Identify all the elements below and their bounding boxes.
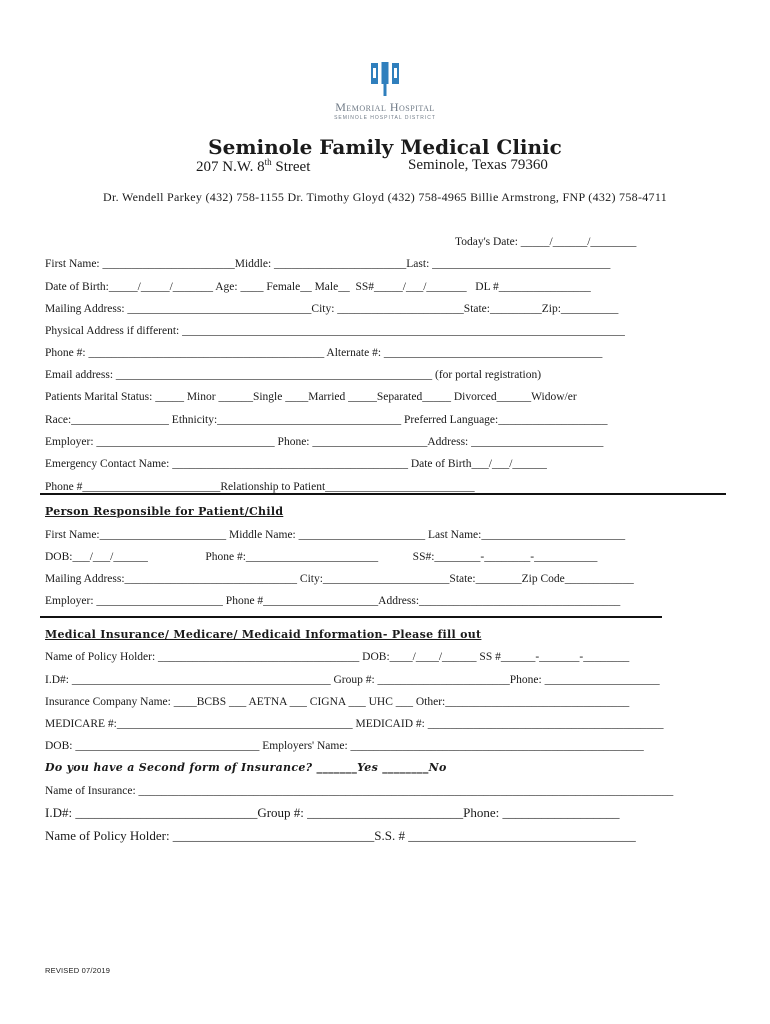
section-divider — [40, 616, 662, 618]
responsible-section-title: Person Responsible for Patient/Child — [45, 505, 284, 518]
emergency-contact-fields[interactable]: Emergency Contact Name: _________________________________________ Date of Birth___/___/______ — [45, 458, 547, 470]
patient-race-fields[interactable]: Race:_________________ Ethnicity:________________________________ Preferred Language:___________________ — [45, 414, 608, 426]
patient-mailing-fields[interactable]: Mailing Address: ________________________________City: ______________________State:_________Zip:__________ — [45, 303, 619, 315]
insurance-id-fields[interactable]: I.D#: _____________________________________________ Group #: _______________________Phone: ____________________ — [45, 674, 660, 686]
hospital-logo — [0, 60, 770, 121]
clinic-title: Seminole Family Medical Clinic — [208, 135, 562, 159]
responsible-employer-fields[interactable]: Employer: ______________________ Phone #____________________Address:___________________________________ — [45, 595, 621, 607]
insurance-dob-employer-fields[interactable]: DOB: ________________________________ Employers' Name: ___________________________________________________ — [45, 740, 644, 752]
responsible-mailing-fields[interactable]: Mailing Address:______________________________ City:______________________State:________Zip Code____________ — [45, 573, 634, 585]
logo-subtitle: SEMINOLE HOSPITAL DISTRICT — [334, 115, 436, 121]
patient-physical-address-field[interactable]: Physical Address if different: _____________________________________________________________________________ — [45, 325, 625, 337]
todays-date-field[interactable]: Today's Date: _____/______/________ — [455, 236, 637, 248]
clinic-street-address — [196, 157, 310, 176]
responsible-dob-fields[interactable]: DOB:___/___/______ Phone #:_______________________ SS#:________-________-___________ — [45, 551, 598, 563]
second-insurance-id-fields[interactable]: I.D#: ____________________________Group #: ________________________Phone: __________________ — [45, 805, 620, 820]
street-suffix: Street — [271, 159, 311, 175]
emergency-phone-fields[interactable]: Phone #________________________Relationship to Patient__________________________ — [45, 481, 475, 493]
responsible-name-fields[interactable]: First Name:______________________ Middle Name: ______________________ Last Name:_________________________ — [45, 529, 626, 541]
patient-dob-fields[interactable]: Date of Birth:_____/_____/_______ Age: ____ Female__ Male__ SS#_____/___/_______ DL #________________ — [45, 281, 591, 293]
policy-holder-fields[interactable]: Name of Policy Holder: ___________________________________ DOB:____/____/______ SS #______-_______-________ — [45, 651, 630, 663]
doctor-list: Dr. Wendell Parkey (432) 758-1155 Dr. Timothy Gloyd (432) 758-4965 Billie Armstrong, FNP (432) 758-4711 — [102, 190, 668, 204]
insurance-section-title: Medical Insurance/ Medicare/ Medicaid Information- Please fill out — [45, 628, 482, 641]
medicare-medicaid-fields[interactable]: MEDICARE #:_________________________________________ MEDICAID #: _________________________________________ — [45, 718, 664, 730]
second-insurance-name-field[interactable]: Name of Insurance: _____________________________________________________________________________________________ — [45, 785, 674, 797]
insurance-company-fields[interactable]: Insurance Company Name: ____BCBS ___ AETNA ___ CIGNA ___ UHC ___ Other:________________________________ — [45, 696, 630, 708]
revision-note: REVISED 07/2019 — [45, 966, 111, 975]
hospital-logo-icon — [368, 60, 402, 98]
patient-phone-fields[interactable]: Phone #: _________________________________________ Alternate #: ______________________________________ — [45, 347, 603, 359]
second-insurance-question[interactable]: Do you have a Second form of Insurance? _______Yes ________No — [45, 761, 447, 774]
logo-name: Memorial Hospital — [335, 100, 435, 114]
patient-name-fields[interactable]: First Name: _______________________Middle: _______________________Last: _______________________________ — [45, 258, 611, 270]
patient-email-field[interactable]: Email address: _______________________________________________________ (for portal registration) — [45, 369, 542, 381]
patient-marital-status-fields[interactable]: Patients Marital Status: _____ Minor ______Single ____Married _____Separated_____ Divorced______Widow/er — [45, 391, 577, 403]
patient-employer-fields[interactable]: Employer: _______________________________ Phone: ____________________Address: _______________________ — [45, 436, 604, 448]
clinic-city-address: Seminole, Texas 79360 — [408, 157, 548, 173]
street-number: 207 N.W. 8 — [196, 159, 265, 175]
section-divider — [40, 493, 726, 495]
second-policy-holder-fields[interactable]: Name of Policy Holder: _______________________________S.S. # ___________________________________ — [45, 828, 636, 843]
street-ordinal: th — [264, 157, 272, 167]
